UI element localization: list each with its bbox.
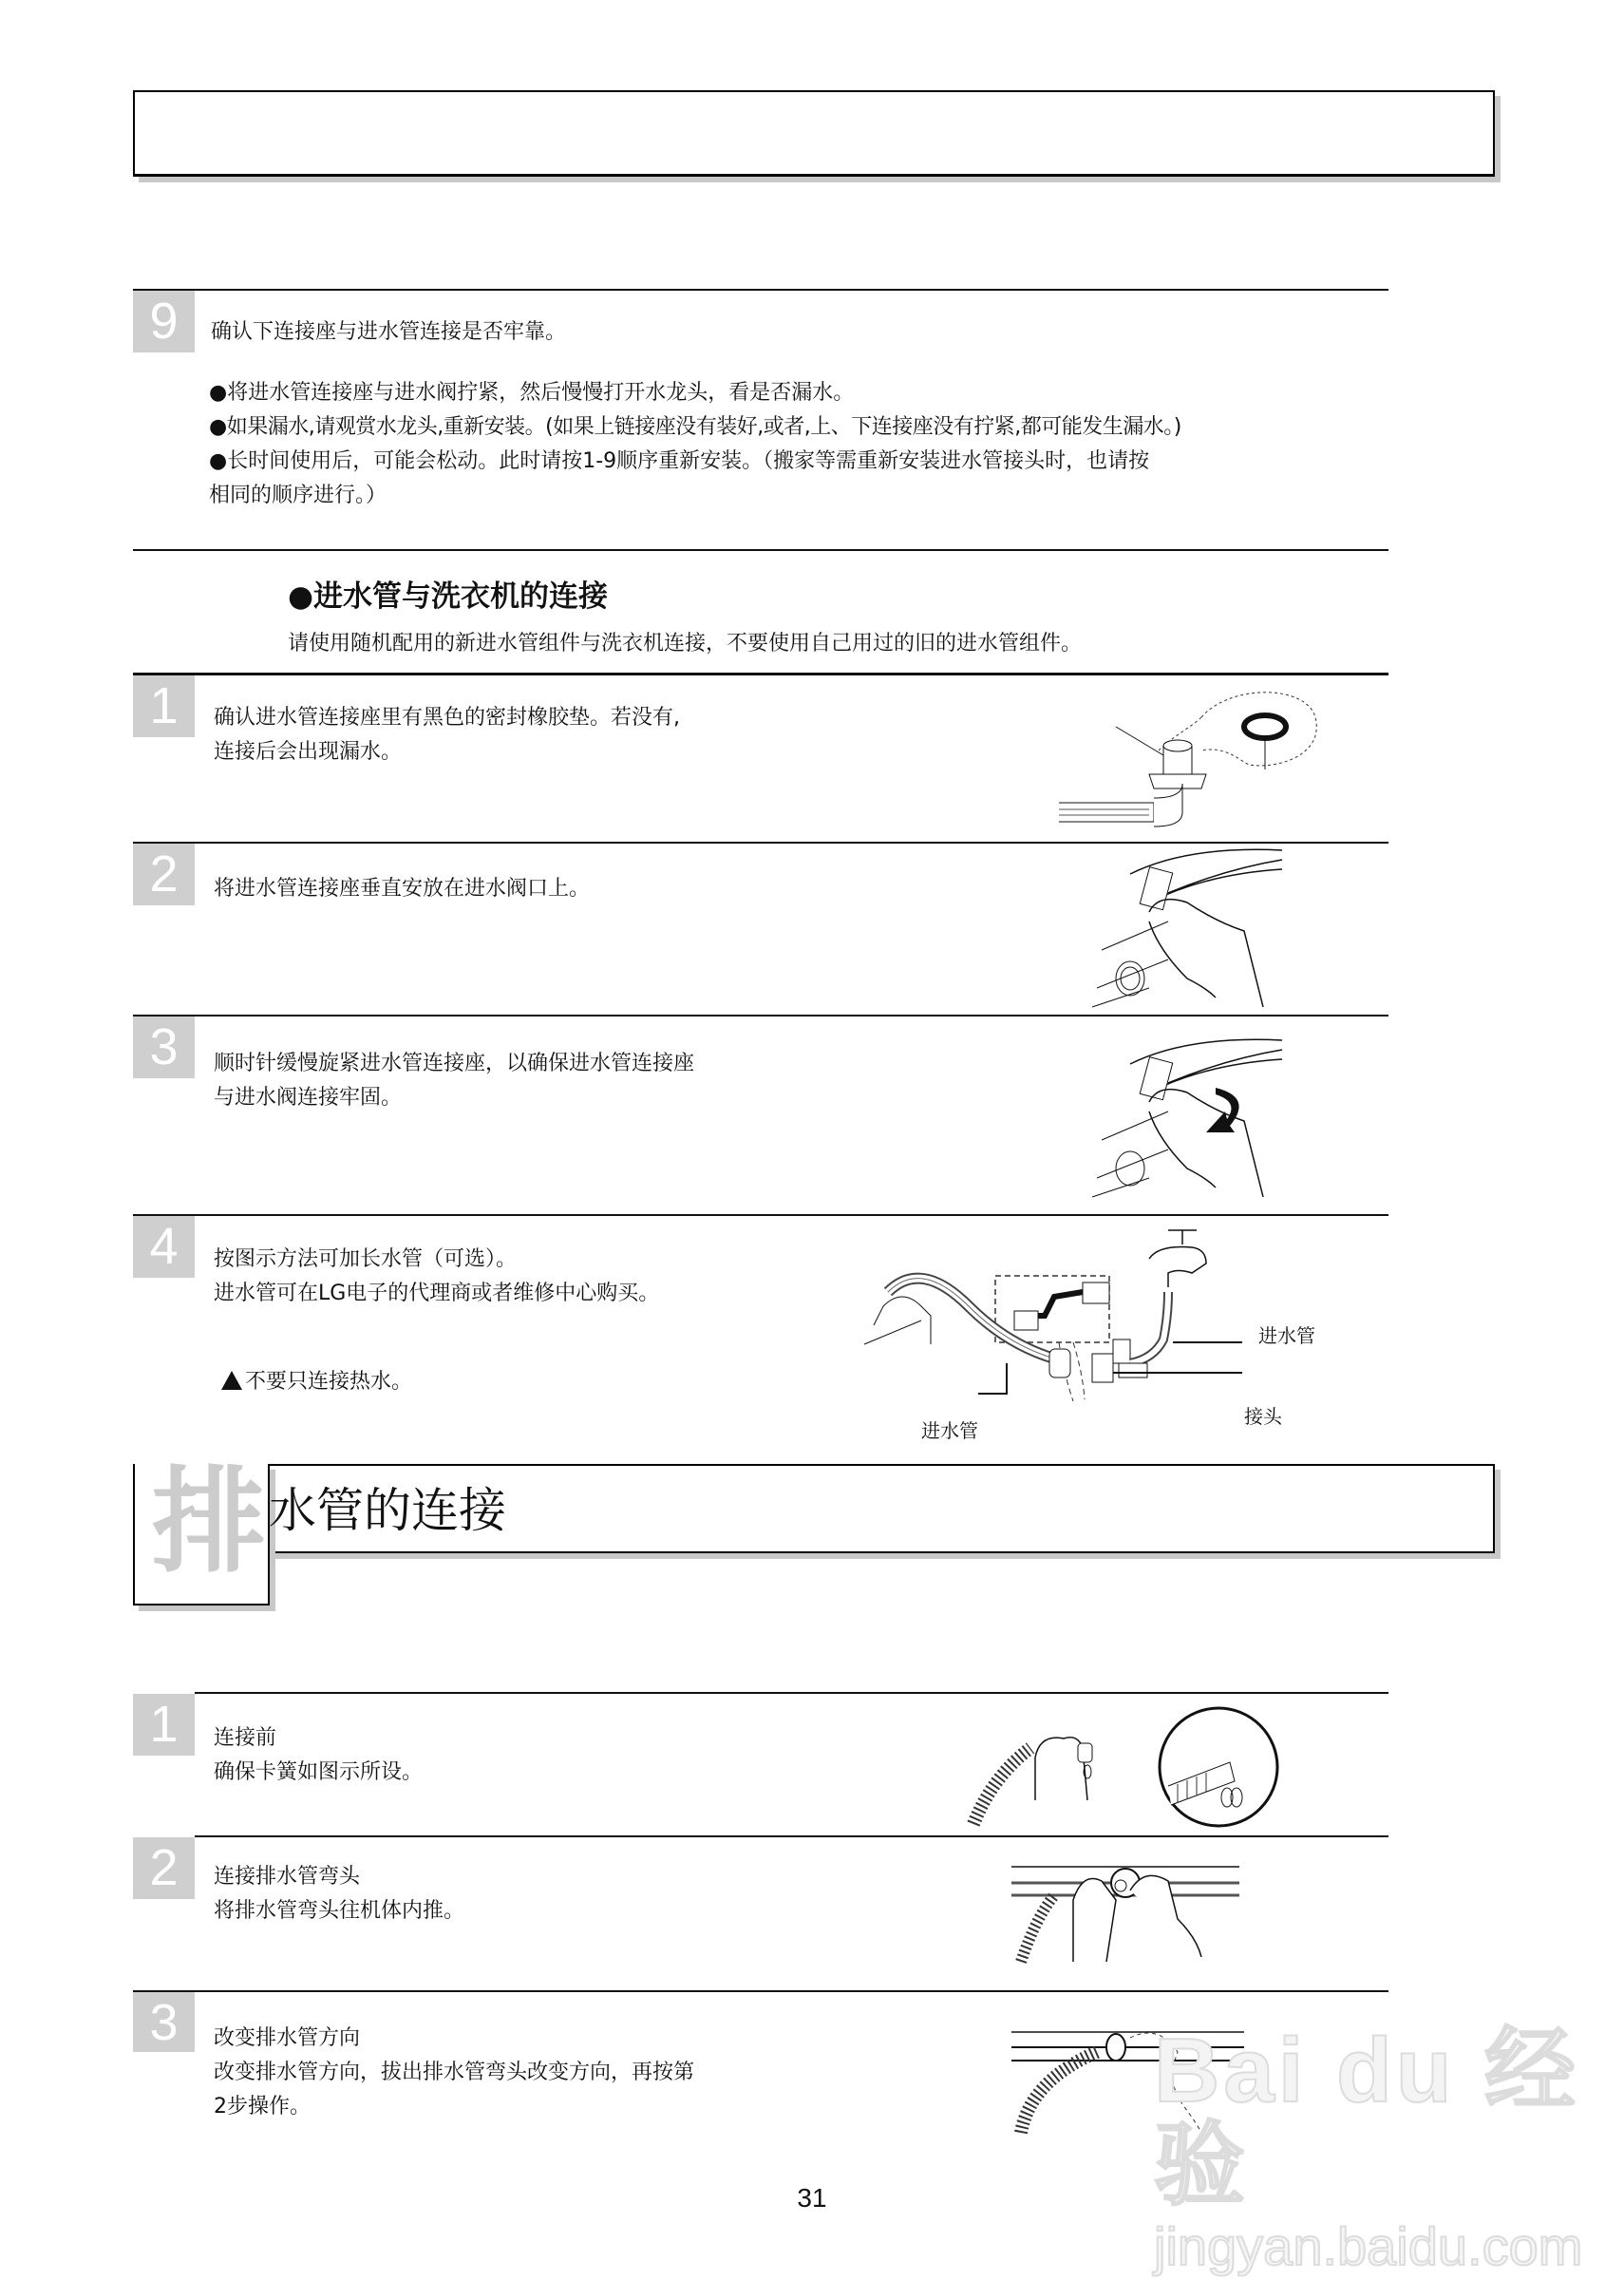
step-text: 将排水管弯头往机体内推。 xyxy=(214,1899,465,1923)
step-text: 确保卡簧如图示所设。 xyxy=(214,1760,424,1784)
bullet-item: ●长时间使用后，可能会松动。此时请按1-9顺序重新安装。（搬家等需重新安装进水管接头时，也请按 xyxy=(209,449,1150,473)
callout-inlet-hose: 进水管 xyxy=(921,1419,978,1442)
section-title: ●进水管与洗衣机的连接 xyxy=(288,580,609,614)
step-text: 进水管可在LG电子的代理商或者维修中心购买。 xyxy=(214,1282,660,1305)
divider xyxy=(195,1692,1388,1694)
step-text: 改变排水管方向 xyxy=(214,2026,361,2050)
watermark-logo: Bai du 经验 xyxy=(1154,2020,1580,2216)
step-number-badge: 1 xyxy=(133,1694,195,1756)
step-text: 与进水阀连接牢固。 xyxy=(214,1086,403,1110)
divider xyxy=(133,673,1388,675)
section-subtitle: 请使用随机配用的新进水管组件与洗衣机连接，不要使用自己用过的旧的进水管组件。 xyxy=(288,632,1083,656)
divider xyxy=(133,289,1388,291)
step-text: 连接后会出现漏水。 xyxy=(214,740,403,764)
rotate-arrow-icon xyxy=(1206,1088,1239,1132)
hose-extension-illustration xyxy=(864,1221,1263,1439)
step-number-badge: 2 xyxy=(133,1837,195,1899)
drain-hose-clip-illustration xyxy=(964,1710,1277,1834)
baidu-watermark xyxy=(1154,2020,1624,2280)
step-number-badge: 4 xyxy=(133,1216,195,1278)
bullet-item: 相同的顺序进行。） xyxy=(209,484,387,507)
warning-text: 不要只连接热水。 xyxy=(245,1370,413,1394)
watermark-url: jingyan.baidu.com xyxy=(1154,2216,1583,2276)
divider xyxy=(133,549,1388,551)
step-text: 连接排水管弯头 xyxy=(214,1865,361,1889)
warning-triangle-icon xyxy=(221,1371,242,1390)
step-text: 确认进水管连接座里有黑色的密封橡胶垫。若没有, xyxy=(214,706,680,730)
step-title: 确认下连接座与进水管连接是否牢靠。 xyxy=(211,320,567,344)
step-number-badge: 3 xyxy=(133,1016,195,1078)
step-number-badge: 1 xyxy=(133,675,195,737)
divider xyxy=(133,1990,1388,1992)
divider xyxy=(133,842,1388,844)
hand-place-connector-illustration xyxy=(1092,846,1282,1007)
step-number-badge: 2 xyxy=(133,844,195,905)
section-initial-char: 排 xyxy=(152,1456,266,1588)
step-number-badge: 3 xyxy=(133,1992,195,2052)
drain-section-title: 水管的连接 xyxy=(269,1483,506,1538)
divider xyxy=(195,1835,1388,1837)
push-elbow-illustration xyxy=(1011,1862,1249,1966)
step-text: 将进水管连接座垂直安放在进水阀口上。 xyxy=(214,877,591,901)
warning-note xyxy=(221,1365,412,1395)
page-number: 31 xyxy=(797,2183,827,2213)
chapter-header-box xyxy=(133,90,1495,177)
callout-inlet-hose: 进水管 xyxy=(1258,1324,1315,1347)
divider xyxy=(133,1214,1388,1216)
step-text: 改变排水管方向，拔出排水管弯头改变方向，再按第 xyxy=(214,2061,695,2084)
step-text: 2步操作。 xyxy=(214,2095,311,2118)
hand-tighten-connector-illustration xyxy=(1092,1036,1282,1197)
step-text: 按图示方法可加长水管（可选）。 xyxy=(214,1247,518,1271)
callout-connector: 接头 xyxy=(1244,1405,1282,1428)
bullet-item: ●如果漏水,请观赏水龙头,重新安装。(如果上链接座没有装好,或者,上、下连接座没有拧紧,都可能发生漏水。) xyxy=(209,415,1181,439)
step-text: 连接前 xyxy=(214,1726,277,1750)
bullet-item: ●将进水管连接座与进水阀拧紧，然后慢慢打开水龙头，看是否漏水。 xyxy=(209,381,855,405)
step-text: 顺时针缓慢旋紧进水管连接座，以确保进水管连接座 xyxy=(214,1052,695,1075)
gasket-illustration xyxy=(1059,679,1334,831)
divider xyxy=(133,1015,1388,1016)
step-number-badge: 9 xyxy=(133,291,195,352)
